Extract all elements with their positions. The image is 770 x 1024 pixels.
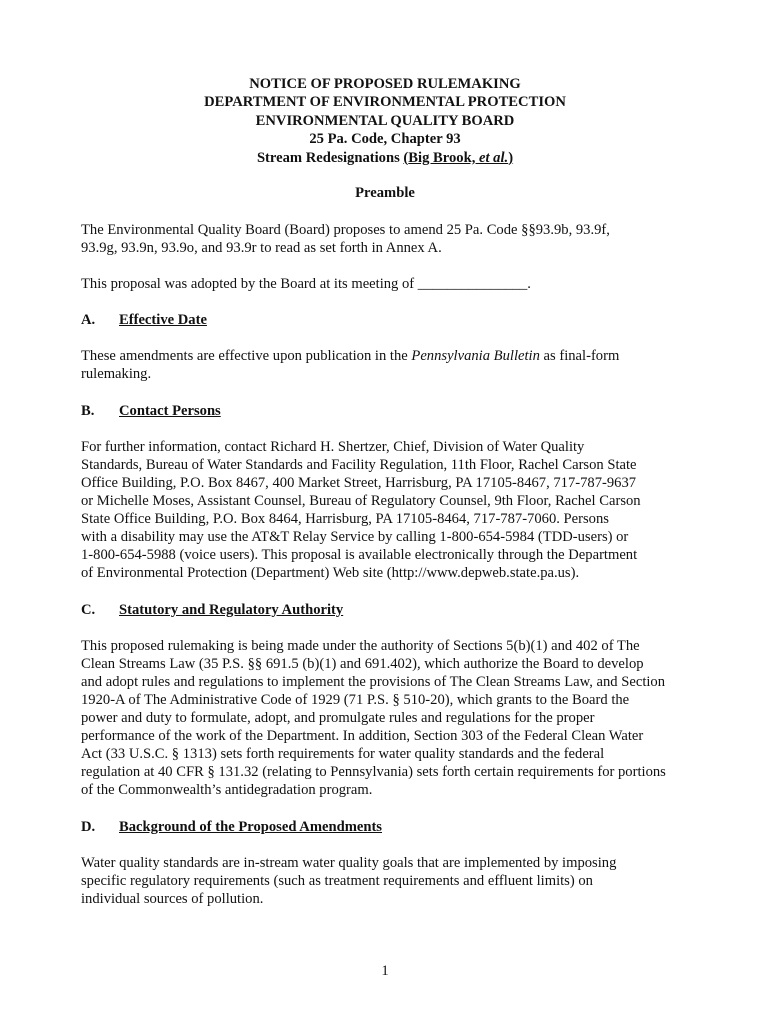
section-c-line: Clean Streams Law (35 P.S. §§ 691.5 (b)(1) and 691.402), which authorize the Board to develop bbox=[81, 656, 644, 672]
header-stream-redesignations bbox=[0, 149, 770, 167]
header-big-brook-text: Big Brook, bbox=[408, 149, 479, 166]
section-c-line: Act (33 U.S.C. § 1313) sets forth requirements for water quality standards and the federal bbox=[81, 746, 605, 762]
section-b-line: Standards, Bureau of Water Standards and Facility Regulation, 11th Floor, Rachel Carson State bbox=[81, 457, 637, 473]
adopted-line: This proposal was adopted by the Board at its meeting of _______________. bbox=[81, 276, 531, 292]
section-b-line: of Environmental Protection (Department) Web site (http://www.depweb.state.pa.us). bbox=[81, 565, 580, 581]
section-d-line: Water quality standards are in-stream water quality goals that are implemented by imposing bbox=[81, 855, 617, 871]
section-b-paragraph bbox=[81, 438, 701, 582]
section-d-paragraph bbox=[81, 854, 701, 908]
header-open-paren: ( bbox=[403, 149, 409, 166]
header-notice-title: NOTICE OF PROPOSED RULEMAKING bbox=[249, 76, 521, 92]
section-b-letter: B. bbox=[81, 403, 95, 419]
intro-line: 93.9g, 93.9n, 93.9o, and 93.9r to read as set forth in Annex A. bbox=[81, 240, 442, 256]
section-a-paragraph bbox=[81, 347, 701, 383]
header-close-paren: ) bbox=[508, 149, 514, 166]
intro-paragraph bbox=[81, 221, 701, 257]
header-big-brook bbox=[403, 150, 513, 166]
section-b-line: Office Building, P.O. Box 8467, 400 Market Street, Harrisburg, PA 17105-8467, 717-787-9637 bbox=[81, 475, 637, 491]
section-c-title: Statutory and Regulatory Authority bbox=[119, 602, 344, 618]
section-a-line bbox=[81, 347, 701, 365]
section-a-title: Effective Date bbox=[119, 312, 207, 328]
section-b-line: For further information, contact Richard H. Shertzer, Chief, Division of Water Quality bbox=[81, 439, 585, 455]
section-b-heading bbox=[81, 402, 221, 420]
section-c-paragraph bbox=[81, 637, 701, 799]
section-d-title: Background of the Proposed Amendments bbox=[119, 819, 382, 835]
section-a-text-post: as final-form bbox=[539, 348, 620, 364]
section-b-line: or Michelle Moses, Assistant Counsel, Bureau of Regulatory Counsel, 9th Floor, Rachel Carson bbox=[81, 493, 641, 509]
section-a-text: These amendments are effective upon publication in the bbox=[81, 348, 412, 364]
header-code-chapter: 25 Pa. Code, Chapter 93 bbox=[309, 131, 461, 148]
preamble-heading: Preamble bbox=[355, 185, 415, 201]
header-et-al: et al. bbox=[479, 149, 509, 166]
section-d-letter: D. bbox=[81, 819, 96, 835]
section-c-line: and adopt rules and regulations to implement the provisions of The Clean Streams Law, and Section bbox=[81, 674, 666, 690]
section-b-line: with a disability may use the AT&T Relay Service by calling 1-800-654-5984 (TDD-users) or bbox=[81, 529, 629, 545]
section-c-line: regulation at 40 CFR § 131.32 (relating to Pennsylvania) sets forth certain requirements for portions bbox=[81, 764, 666, 780]
header-department: DEPARTMENT OF ENVIRONMENTAL PROTECTION bbox=[204, 94, 566, 111]
section-c-heading bbox=[81, 601, 343, 619]
intro-line: The Environmental Quality Board (Board) proposes to amend 25 Pa. Code §§93.9b, 93.9f, bbox=[81, 222, 610, 238]
section-d-line: individual sources of pollution. bbox=[81, 891, 264, 907]
section-a-heading bbox=[81, 311, 207, 329]
document-header bbox=[0, 75, 770, 167]
section-a-letter: A. bbox=[81, 312, 96, 328]
section-b-title: Contact Persons bbox=[119, 403, 221, 419]
section-c-line: of the Commonwealth’s antidegradation program. bbox=[81, 782, 373, 798]
section-b-line: 1-800-654-5988 (voice users). This proposal is available electronically through the Department bbox=[81, 547, 638, 563]
section-c-line: power and duty to formulate, adopt, and promulgate rules and regulations for the proper bbox=[81, 710, 595, 726]
header-stream-prefix: Stream Redesignations bbox=[256, 149, 404, 166]
section-b-line: State Office Building, P.O. Box 8464, Harrisburg, PA 17105-8464, 717-787-7060. Persons bbox=[81, 511, 609, 527]
page-number: 1 bbox=[381, 963, 389, 979]
section-c-line: performance of the work of the Department. In addition, Section 303 of the Federal Clean Water bbox=[81, 728, 644, 744]
section-d-heading bbox=[81, 818, 382, 836]
section-c-line: 1920-A of The Administrative Code of 1929 (71 P.S. § 510-20), which grants to the Board the bbox=[81, 692, 630, 708]
section-d-line: specific regulatory requirements (such as treatment requirements and effluent limits) on bbox=[81, 873, 593, 889]
header-board: ENVIRONMENTAL QUALITY BOARD bbox=[255, 112, 515, 129]
section-a-line: rulemaking. bbox=[81, 366, 152, 382]
pennsylvania-bulletin-title: Pennsylvania Bulletin bbox=[411, 348, 540, 364]
adopted-paragraph bbox=[81, 275, 701, 293]
section-c-letter: C. bbox=[81, 602, 96, 618]
section-c-line: This proposed rulemaking is being made under the authority of Sections 5(b)(1) and 402 of The bbox=[81, 638, 640, 654]
